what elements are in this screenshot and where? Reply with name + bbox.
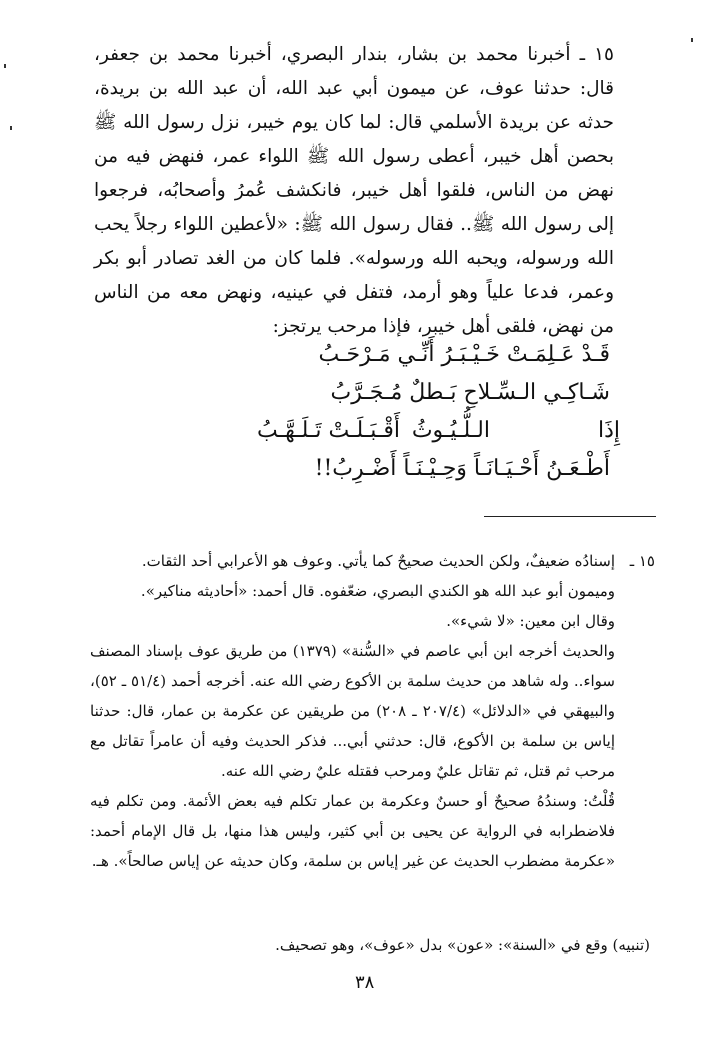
scan-mark	[691, 38, 693, 42]
footnote-number: ١٥ ـ	[629, 552, 655, 570]
footnote-separator	[484, 516, 656, 517]
footnote-paragraph: والحديث أخرجه ابن أبي عاصم في «السُّنة» (١٣٧٩) من طريق عوف بإسناد المصنف سواء.. وله شاهد من حديث سلمة بن الأكوع رضي الله عنه. أخرجه أحمد (٥١/٤ ـ ٥٢)، والبيهقي في «الدلائل» (٢٠٧/٤ ـ ٢٠٨) من طريقين عن عكرمة بن عمار، قال: حدثنا إياس بن سلمة بن الأكوع، قال: حدثني أبي... فذكر الحديث وفيه أن عامراً تقاتل مع مرحب ثم قتل، ثم تقاتل عليٌ ومرحب فقتله عليٌ رضي الله عنه.	[90, 642, 615, 780]
footnote-paragraph: إسنادُه ضعيفٌ، ولكن الحديث صحيحٌ كما يأتي. وعوف هو الأعرابي أحد الثقات.	[141, 552, 615, 570]
poem-line-3-word-1: إِذَا	[597, 418, 620, 443]
poem-line-4: أَطْـعَـنُ أَحْـيَـانَـاً وَحِـيْـنَـاً أَضْـرِبُ!!	[314, 456, 610, 481]
footnote-body	[90, 546, 615, 876]
footnotes	[90, 546, 655, 954]
hadith-text	[94, 38, 614, 344]
poem-line-3-word-2: الـلُّـيُـوثُ	[411, 418, 490, 443]
scan-mark	[10, 126, 12, 130]
footnote-paragraph: وميمون أبو عبد الله هو الكندي البصري، ضعّفوه. قال أحمد: «أحاديثه مناكير».	[140, 582, 615, 600]
hadith-paragraph: ١٥ ـ أخبرنا محمد بن بشار، بندار البصري، أخبرنا محمد بن جعفر، قال: حدثنا عوف، عن ميمون أبي عبد الله، أن عبد الله بن بريدة، حدثه عن بريدة الأسلمي قال: لما كان يوم خيبر، نزل رسول الله ﷺ بحصن أهل خيبر، أعطى رسول الله ﷺ اللواء عمر، فنهض فيه من نهض من الناس، فلقوا أهل خيبر، فانكشف عُمرُ وأصحابُه، فرجعوا إلى رسول الله ﷺ.. فقال رسول الله ﷺ: «لأعطين اللواء رجلاً يحب الله ورسوله، ويحبه الله ورسوله». فلما كان من الغد تصادر أبو بكر وعمر، فدعا علياً وهو أرمد، فتفل في عينيه، ونهض معه من الناس من نهض، فلقى أهل خيبر، فإذا مرحب يرتجز:	[94, 44, 614, 337]
poem-line-3-word-3: أَقْـبَـلَـتْ تَـلَـهَّـبُ	[257, 418, 400, 443]
footnote-paragraph: وقال ابن معين: «لا شيء».	[446, 612, 615, 630]
poem-line-1: قَـدْ عَـلِمَـتْ خَـيْـبَـرُ أَنِّـي مَـرْحَـبُ	[318, 342, 610, 367]
page-number: ٣٨	[355, 972, 375, 993]
scan-mark	[4, 64, 6, 68]
poem-line-2: شَـاكِـي الـسِّـلاحِ بَـطلٌ مُـجَـرَّبُ	[330, 380, 610, 405]
footnote-paragraph: قُلْتُ: وسندُهُ صحيحٌ أو حسنٌ وعكرمة بن عمار تكلم فيه بعض الأئمة. ومن تكلم فيه فلاضطرابه في الرواية عن يحيى بن أبي كثير، وليس هذا منها، بل قال الإمام أحمد: «عكرمة مضطرب الحديث عن غير إياس بن سلمة، وكان حديثه عن إياس صالحاً». هـ.	[90, 792, 615, 870]
footnote-note: (تنبيه) وقع في «السنة»: «عون» بدل «عوف»، وهو تصحيف.	[275, 936, 650, 954]
